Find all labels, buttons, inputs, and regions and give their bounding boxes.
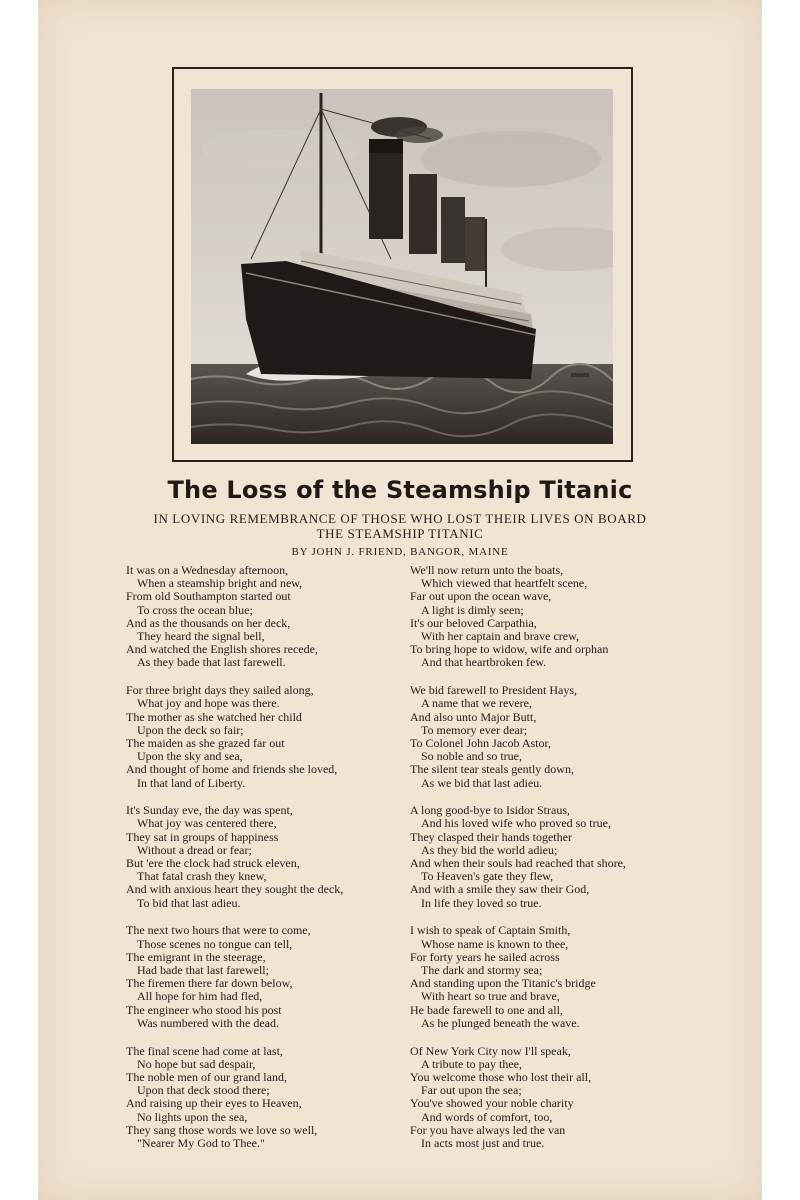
stanza [126,684,394,790]
poem-line: But 'ere the clock had struck eleven, [126,856,300,871]
poem-line: We bid farewell to President Hays, [410,683,577,698]
poem-line: What joy and hope was there. [137,696,280,711]
poem-line: So noble and so true, [421,749,522,764]
stanza [126,1045,394,1151]
poem-line: You welcome those who lost their all, [410,1069,592,1084]
poem-line: From old Southampton started out [126,589,291,604]
poem-line: Which viewed that heartfelt scene, [421,576,588,591]
poem-line: And standing upon the Titanic's bridge [410,976,596,991]
steamship-illustration [191,89,613,444]
poem-line: As he plunged beneath the wave. [421,1015,580,1030]
poem-line: The maiden as she grazed far out [126,735,285,750]
poem-line: To cross the ocean blue; [137,602,253,617]
poem-line: A long good-bye to Isidor Straus, [410,803,570,818]
poem-line: With her captain and brave crew, [421,629,579,644]
poem-line: With heart so true and brave, [421,989,560,1004]
poem-line: And also unto Major Butt, [410,709,537,724]
poem-line: In acts most just and true. [421,1135,545,1150]
poem-line: As they bade that last farewell. [137,655,286,670]
stanza [410,684,680,790]
stanza [410,564,680,670]
poem-line: Was numbered with the dead. [137,1015,279,1030]
poem-line: Of New York City now I'll speak, [410,1043,571,1058]
author-byline: BY JOHN J. FRIEND, BANGOR, MAINE [291,546,509,558]
poem-line: In that land of Liberty. [137,775,246,790]
poem-line: And that heartbroken few. [421,655,547,670]
poem-line: And watched the English shores recede, [126,642,318,657]
poem-line: To Heaven's gate they flew, [421,869,554,884]
poem-line: And with a smile they saw their God, [410,882,590,897]
stanza [410,924,680,1030]
poem-line: No lights upon the sea, [137,1109,248,1124]
poem-line: To memory ever dear; [421,722,528,737]
poem-line: As they bid the world adieu; [421,842,558,857]
poem-line: He bade farewell to one and all, [410,1002,563,1017]
poem-line: For three bright days they sailed along, [126,683,314,698]
poem-line: Upon the sky and sea, [137,749,243,764]
poem-line: And with anxious heart they sought the deck, [126,882,344,897]
poem-line: The engineer who stood his post [126,1002,282,1017]
poem-line: The emigrant in the steerage, [126,949,266,964]
poem-line: It's Sunday eve, the day was spent, [126,803,293,818]
dedication-line: THE STEAMSHIP TITANIC [316,526,484,541]
poem-line: The silent tear steals gently down, [410,762,574,777]
poem-line: It's our beloved Carpathia, [410,615,537,630]
poem-line: And thought of home and friends she loved, [126,762,338,777]
stanza [126,804,394,910]
poem-line: They sang those words we love so well, [126,1122,318,1137]
poem-line: And words of comfort, too, [421,1109,553,1124]
poem-line: For you have always led the van [410,1122,566,1137]
poem-line: A tribute to pay thee, [421,1056,522,1071]
poem-line: I wish to speak of Captain Smith, [410,923,571,938]
poem-line: It was on a Wednesday afternoon, [126,563,289,577]
poem-line: In life they loved so true. [421,895,542,910]
poem-line: The noble men of our grand land, [126,1069,287,1084]
poem-line: You've showed your noble charity [410,1096,574,1111]
poem-line: They heard the signal bell, [137,629,265,644]
poem-line: The final scene had come at last, [126,1043,283,1058]
poem-line: When a steamship bright and new, [137,576,303,591]
dedication [0,511,800,541]
poem-line: That fatal crash they knew, [137,869,267,884]
poem-line: All hope for him had fled, [137,989,263,1004]
poem-line: Far out upon the sea; [421,1083,522,1098]
poem-line: And raising up their eyes to Heaven, [126,1096,302,1111]
stanza [126,564,394,670]
poem-line: A light is dimly seen; [421,602,524,617]
poem-line: Upon the deck so fair; [137,722,244,737]
poem-right-column [410,564,680,1165]
poem-line: To bring hope to widow, wife and orphan [410,642,609,657]
dedication-line: IN LOVING REMEMBRANCE OF THOSE WHO LOST THEIR LIVES ON BOARD [153,511,647,526]
poem-line: They sat in groups of happiness [126,829,279,844]
poem-line: Whose name is known to thee, [421,936,569,951]
poem-line: For forty years he sailed across [410,949,560,964]
poem-line: The mother as she watched her child [126,709,302,724]
poem-line: The dark and stormy sea; [421,962,543,977]
poem-line: Upon that deck stood there; [137,1083,270,1098]
poem-line: Without a dread or fear; [137,842,252,857]
poem-line: Far out upon the ocean wave, [410,589,552,604]
stanza [126,924,394,1030]
poem-line: The firemen there far down below, [126,976,293,991]
poem-line: And when their souls had reached that shore, [410,856,626,871]
poem-line: We'll now return unto the boats, [410,563,564,577]
poem-line: And as the thousands on her deck, [126,615,291,630]
steamship-icon [191,89,613,444]
poem-line: A name that we revere, [421,696,532,711]
poem-line: To Colonel John Jacob Astor, [410,735,552,750]
page-title: The Loss of the Steamship Titanic [167,476,633,504]
poem-line: "Nearer My God to Thee." [137,1135,265,1150]
poem-line: Had bade that last farewell; [137,962,269,977]
poem-line: Those scenes no tongue can tell, [137,936,293,951]
poem-line: To bid that last adieu. [137,895,241,910]
stanza [410,804,680,910]
poem-line: As we bid that last adieu. [421,775,543,790]
poem-line: The next two hours that were to come, [126,923,311,938]
stanza [410,1045,680,1151]
poem-line: And his loved wife who proved so true, [421,816,611,831]
poem-line: No hope but sad despair, [137,1056,256,1071]
poem-left-column [126,564,394,1165]
poem-line: They clasped their hands together [410,829,572,844]
poem-line: What joy was centered there, [137,816,277,831]
